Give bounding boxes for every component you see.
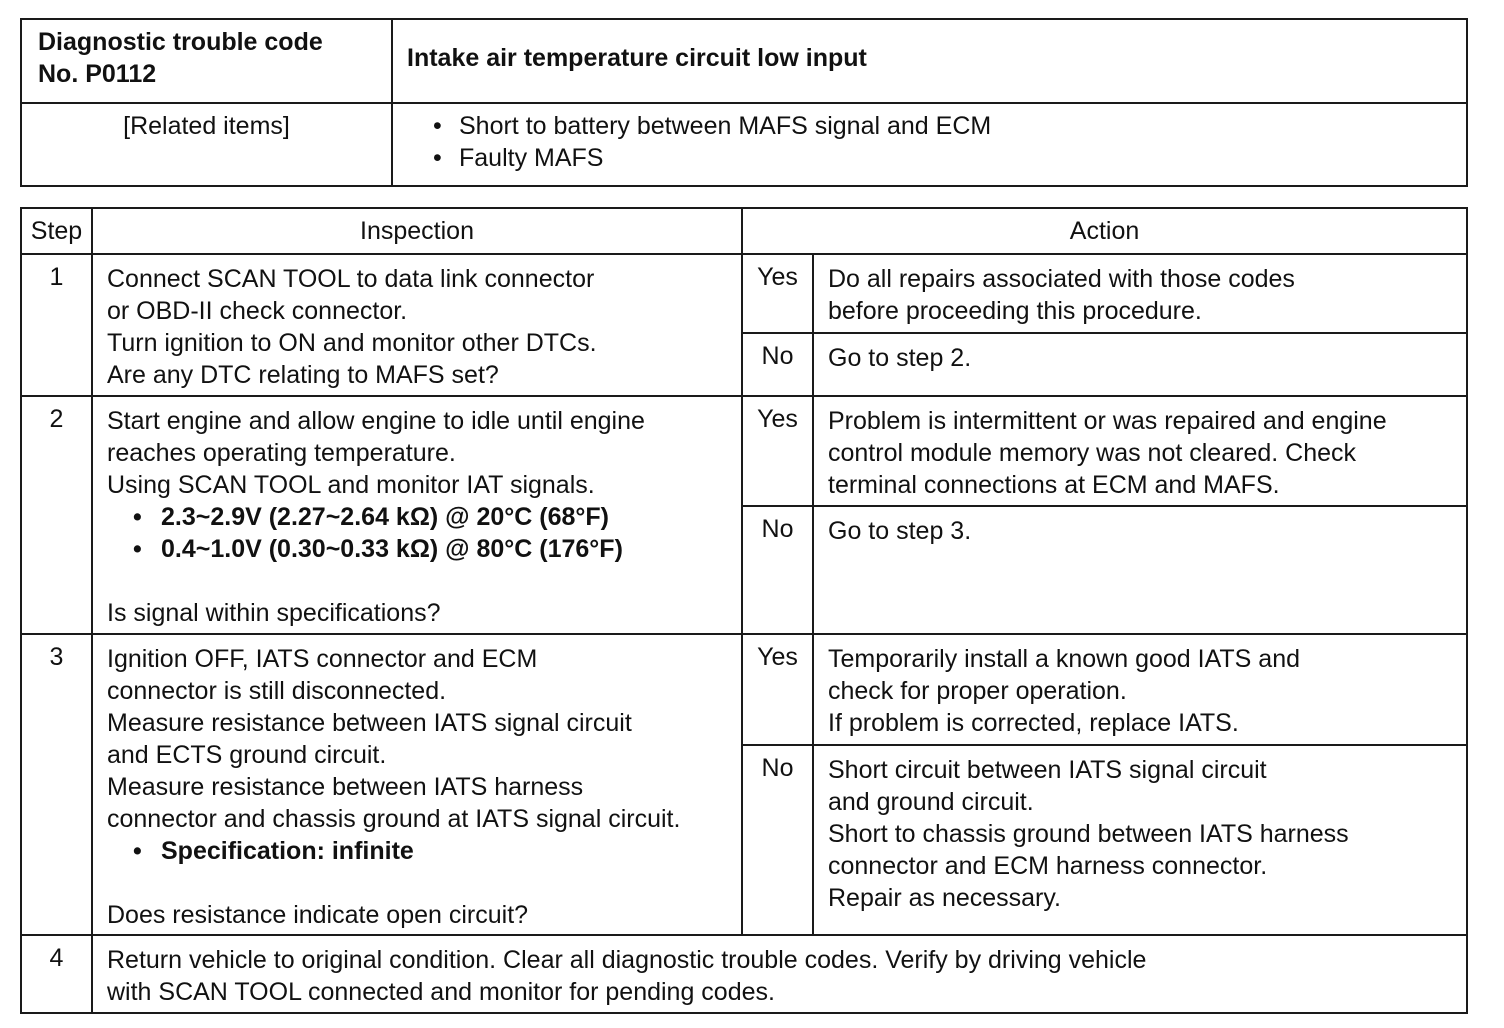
dtc-code-label: Diagnostic trouble code [38,28,323,56]
step-inspection [92,634,742,935]
inspection-line: and ECTS ground circuit. [107,741,387,769]
related-items-label: [Related items] [123,112,290,140]
yes-action [813,396,1467,506]
no-label: No [742,745,813,935]
yes-label: Yes [742,634,813,745]
action-line: before proceeding this procedure. [828,297,1202,325]
inspection-line: Measure resistance between IATS harness [107,773,584,801]
inspection-line: Measure resistance between IATS signal circuit [107,709,632,737]
step-number: 3 [21,634,92,935]
action-line: Temporarily install a known good IATS and [828,645,1300,673]
inspection-line: reaches operating temperature. [107,439,456,467]
action-line: Repair as necessary. [828,884,1061,912]
yes-action [813,254,1467,333]
dtc-title-cell [392,19,1467,103]
inspection-question: Is signal within specifications? [107,599,441,627]
action-line: and ground circuit. [828,788,1034,816]
action-line: Go to step 2. [828,344,972,372]
inspection-line: Turn ignition to ON and monitor other DTCs. [107,329,597,357]
inspection-line: Are any DTC relating to MAFS set? [107,361,499,389]
action-line: check for proper operation. [828,677,1127,705]
dtc-title: Intake air temperature circuit low input [407,44,867,72]
inspection-line: or OBD-II check connector. [107,297,408,325]
action-line: terminal connections at ECM and MAFS. [828,471,1280,499]
action-line: Problem is intermittent or was repaired and engine [828,407,1387,435]
dtc-code-cell [21,19,392,103]
yes-label: Yes [742,254,813,333]
inspection-line: Start engine and allow engine to idle until engine [107,407,645,435]
action-line: If problem is corrected, replace IATS. [828,709,1239,737]
column-header-action: Action [742,208,1467,254]
inspection-line: connector and chassis ground at IATS signal circuit. [107,805,681,833]
action-line: connector and ECM harness connector. [828,852,1268,880]
inspection-line: with SCAN TOOL connected and monitor for pending codes. [107,978,775,1006]
no-action [813,745,1467,935]
step-number: 2 [21,396,92,634]
step-inspection [92,935,1467,1013]
related-items-cell [392,103,1467,186]
action-line: Short to chassis ground between IATS harness [828,820,1349,848]
inspection-question: Does resistance indicate open circuit? [107,901,529,929]
spec-item: • Specification: infinite [107,835,741,867]
spec-item: • 2.3~2.9V (2.27~2.64 kΩ) @ 20°C (68°F) [107,501,741,533]
step-inspection [92,254,742,396]
dtc-code-number: No. P0112 [38,60,157,88]
no-action [813,333,1467,396]
related-item: • Short to battery between MAFS signal and ECM [433,110,1466,142]
inspection-line: Connect SCAN TOOL to data link connector [107,265,595,293]
action-line: Go to step 3. [828,517,972,545]
related-item: • Faulty MAFS [433,142,1466,174]
step-number: 4 [21,935,92,1013]
column-header-step: Step [21,208,92,254]
spec-item: • 0.4~1.0V (0.30~0.33 kΩ) @ 80°C (176°F) [107,533,741,565]
yes-label: Yes [742,396,813,506]
no-label: No [742,333,813,396]
inspection-line: Return vehicle to original condition. Clear all diagnostic trouble codes. Verify by driving vehicle [107,946,1147,974]
action-line: control module memory was not cleared. Check [828,439,1357,467]
action-line: Short circuit between IATS signal circuit [828,756,1267,784]
related-label-cell [21,103,392,186]
dtc-header-table [20,18,1468,187]
inspection-line: connector is still disconnected. [107,677,447,705]
step-inspection [92,396,742,634]
no-label: No [742,506,813,634]
inspection-line: Using SCAN TOOL and monitor IAT signals. [107,471,595,499]
yes-action [813,634,1467,745]
diagnostic-steps-table [20,207,1468,1014]
inspection-line: Ignition OFF, IATS connector and ECM [107,645,538,673]
column-header-inspection: Inspection [92,208,742,254]
step-number: 1 [21,254,92,396]
no-action [813,506,1467,634]
action-line: Do all repairs associated with those codes [828,265,1295,293]
